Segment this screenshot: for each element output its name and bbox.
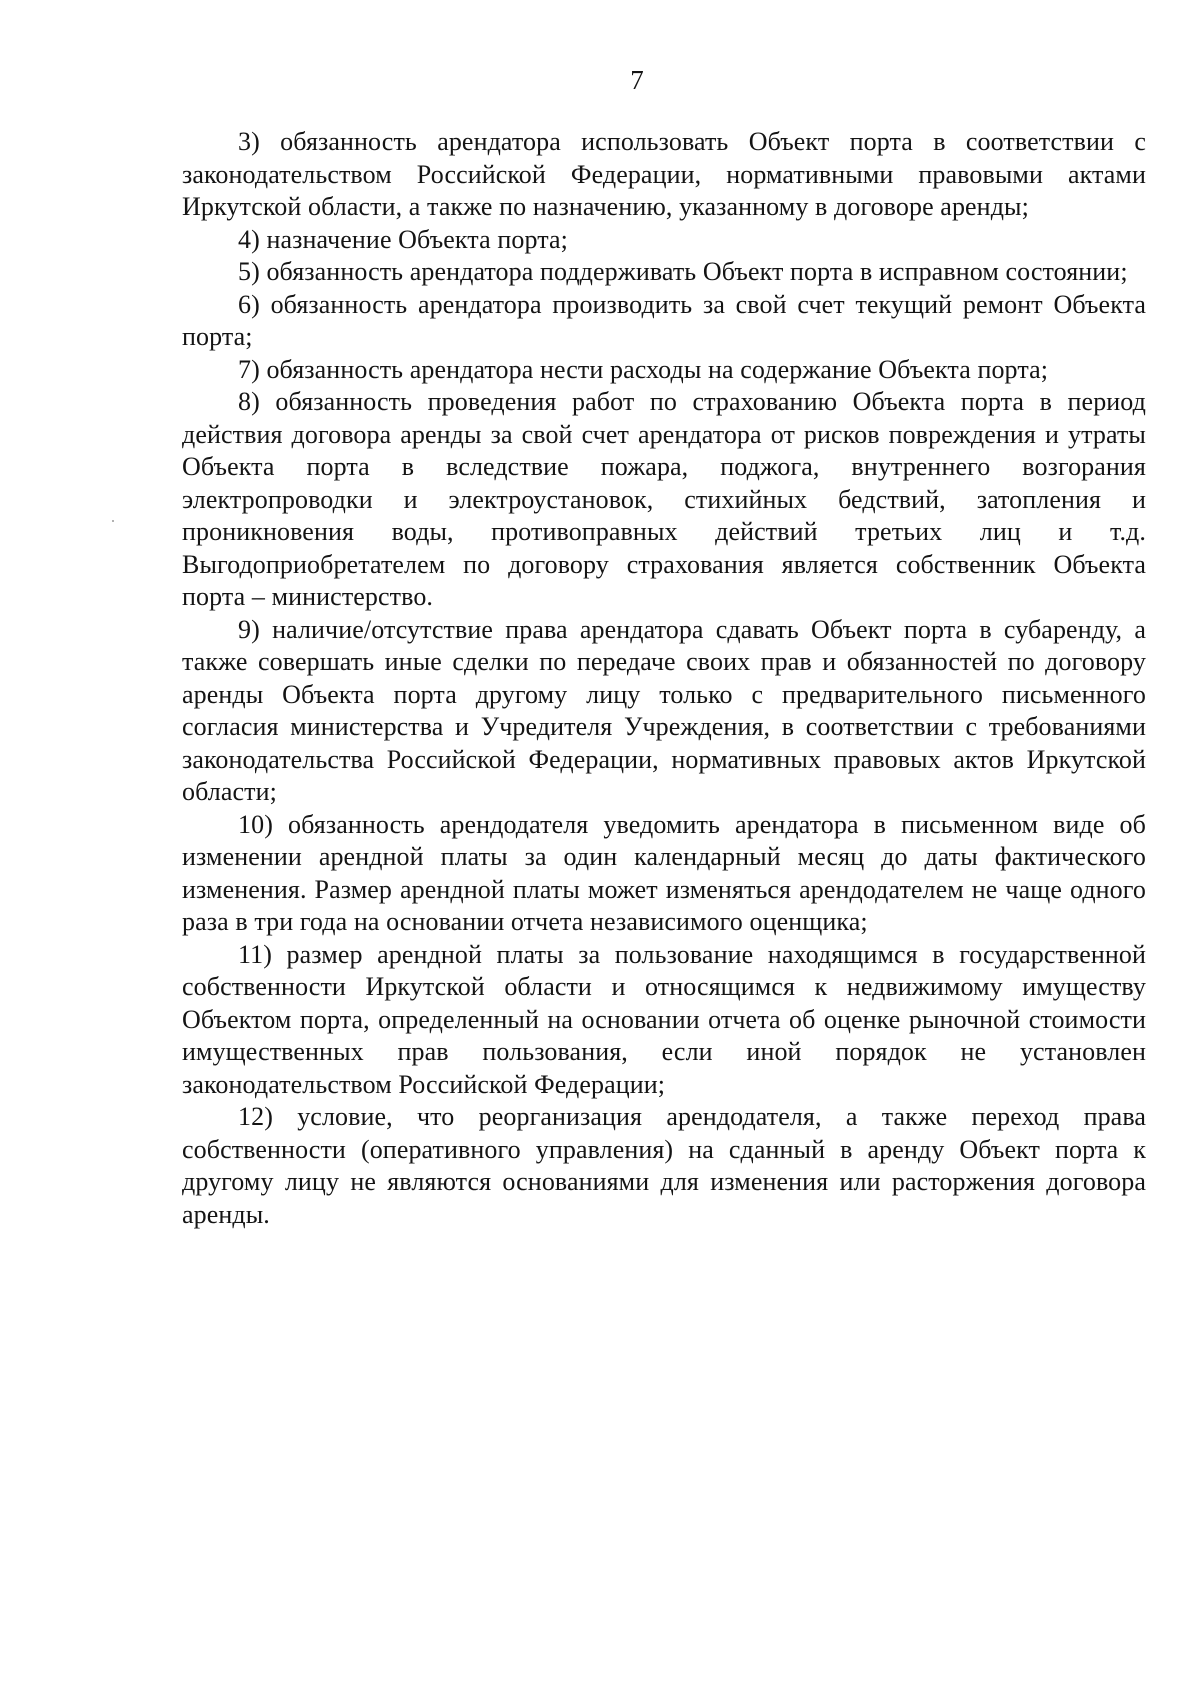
list-item-4: 4) назначение Объекта порта; [238,224,568,254]
list-item-5: 5) обязанность арендатора поддерживать Объект порта в исправном состоянии; [238,257,1128,286]
list-item-11: 11) размер арендной платы за пользование находящимся в государственной собственности Иркутской области и относящимся к недвижимому имуществу Объектом порта, определенный на основании отчета об оценке рыночной стоимости имущественных прав пользования, если иной порядок не установлен законодательством Российской Федерации; [182,939,1146,1099]
list-item-3: 3) обязанность арендатора использовать Объект порта в соответствии с законодательством Российской Федерации, нормативными правовыми актами Иркутской области, а также по назначению, указанному в договоре аренды; [182,127,1146,221]
list-item-12: 12) условие, что реорганизация арендодателя, а также переход права собственности (оперативного управления) на сданный в аренду Объект порта к другому лицу не являются основаниями для изменения или расторжения договора аренды. [182,1102,1146,1229]
page-number: 7 [630,65,644,95]
list-item-9: 9) наличие/отсутствие права арендатора сдавать Объект порта в субаренду, а также совершать иные сделки по передаче своих прав и обязанностей по договору аренды Объекта порта другому лицу только с предварительного письменного согласия министерства и Учредителя Учреждения, в соответствии с требованиями законодательства Российской Федерации, нормативных правовых актов Иркутской области; [182,614,1146,806]
scan-artifact [112,520,114,522]
list-item-7: 7) обязанность арендатора нести расходы на содержание Объекта порта; [238,354,1049,384]
document-body [182,126,1146,1231]
list-item-6: 6) обязанность арендатора производить за свой счет текущий ремонт Объекта порта; [182,289,1146,351]
list-item-8: 8) обязанность проведения работ по страхованию Объекта порта в период действия договора аренды за свой счет арендатора от рисков повреждения и утраты Объекта порта в вследствие пожара, поджога, внутреннего возгорания электропроводки и электроустановок, стихийных бедствий, затопления и проникновения воды, противоправных действий третьих лиц и т.д. Выгодоприобретателем по договору страхования является собственник Объекта порта – министерство. [182,387,1146,611]
list-item-10: 10) обязанность арендодателя уведомить арендатора в письменном виде об изменении арендной платы за один календарный месяц до даты фактического изменения. Размер арендной платы может изменяться арендодателем не чаще одного раза в три года на основании отчета независимого оценщика; [182,809,1146,936]
